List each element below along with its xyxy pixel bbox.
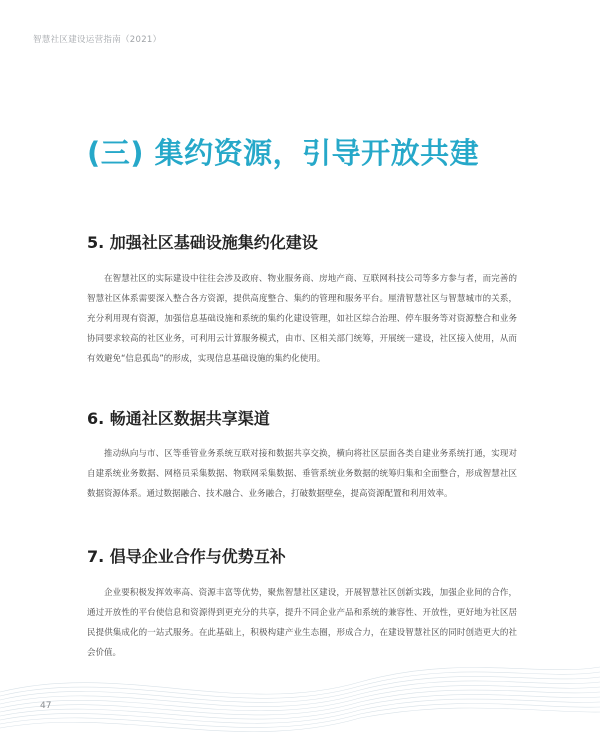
page-number: 47: [40, 701, 52, 711]
wave-line: [0, 685, 600, 710]
section-7-heading: 7. 倡导企业合作与优势互补: [87, 547, 286, 566]
wave-line: [0, 672, 600, 698]
wave-line-group: [0, 667, 600, 732]
wave-line: [0, 708, 600, 732]
wave-line: [0, 690, 600, 715]
wave-line: [0, 694, 600, 719]
section-6: [87, 406, 517, 504]
wave-line: [0, 667, 600, 694]
section-6-heading: 6. 畅通社区数据共享渠道: [87, 409, 270, 428]
section-5: [87, 230, 517, 369]
wave-line: [0, 681, 600, 707]
section-5-heading: 5. 加强社区基础设施集约化建设: [87, 233, 318, 252]
wave-line: [0, 676, 600, 702]
section-5-paragraph: 在智慧社区的实际建设中往往会涉及政府、物业服务商、房地产商、互联网科技公司等多方参与者，而完善的智慧社区体系需要深入整合各方资源，提供高度整合、集约的管理和服务平台。厘清智慧社区与智慧城市的关系，充分利用现有资源，加强信息基础设施和系统的集约化建设管理，如社区综合治理、停车服务等对资源整合和业务协同要求较高的社区业务，可利用云计算服务模式，由市、区相关部门统筹，开展统一建设，社区接入使用，从而有效避免“信息孤岛”的形成，实现信息基础设施的集约化使用。: [87, 274, 517, 364]
section-title: (三) 集约资源，引导开放共建: [87, 136, 480, 170]
running-header: 智慧社区建设运营指南（2021）: [33, 35, 162, 45]
section-6-paragraph: 推动纵向与市、区等垂管业务系统互联对接和数据共享交换，横向将社区层面各类自建业务系统打通，实现对自建系统业务数据、网格员采集数据、物联网采集数据、垂管系统业务数据的统筹归集和全面整合，形成智慧社区数据资源体系。通过数据融合、技术融合、业务融合，打破数据壁垒，提高资源配置和利用效率。: [87, 449, 517, 499]
decorative-wave-lines: [0, 622, 600, 742]
wave-line: [0, 699, 600, 723]
section-7-paragraph: 企业要积极发挥效率高、资源丰富等优势，聚焦智慧社区建设，开展智慧社区创新实践，加强企业间的合作，通过开放性的平台使信息和资源得到更充分的共享，提升不同企业产品和系统的兼容性、开放性，更好地为社区居民提供集成化的一站式服务。在此基础上，积极构建产业生态圈，形成合力，在建设智慧社区的同时创造更大的社会价值。: [87, 588, 517, 658]
wave-line: [0, 703, 600, 727]
